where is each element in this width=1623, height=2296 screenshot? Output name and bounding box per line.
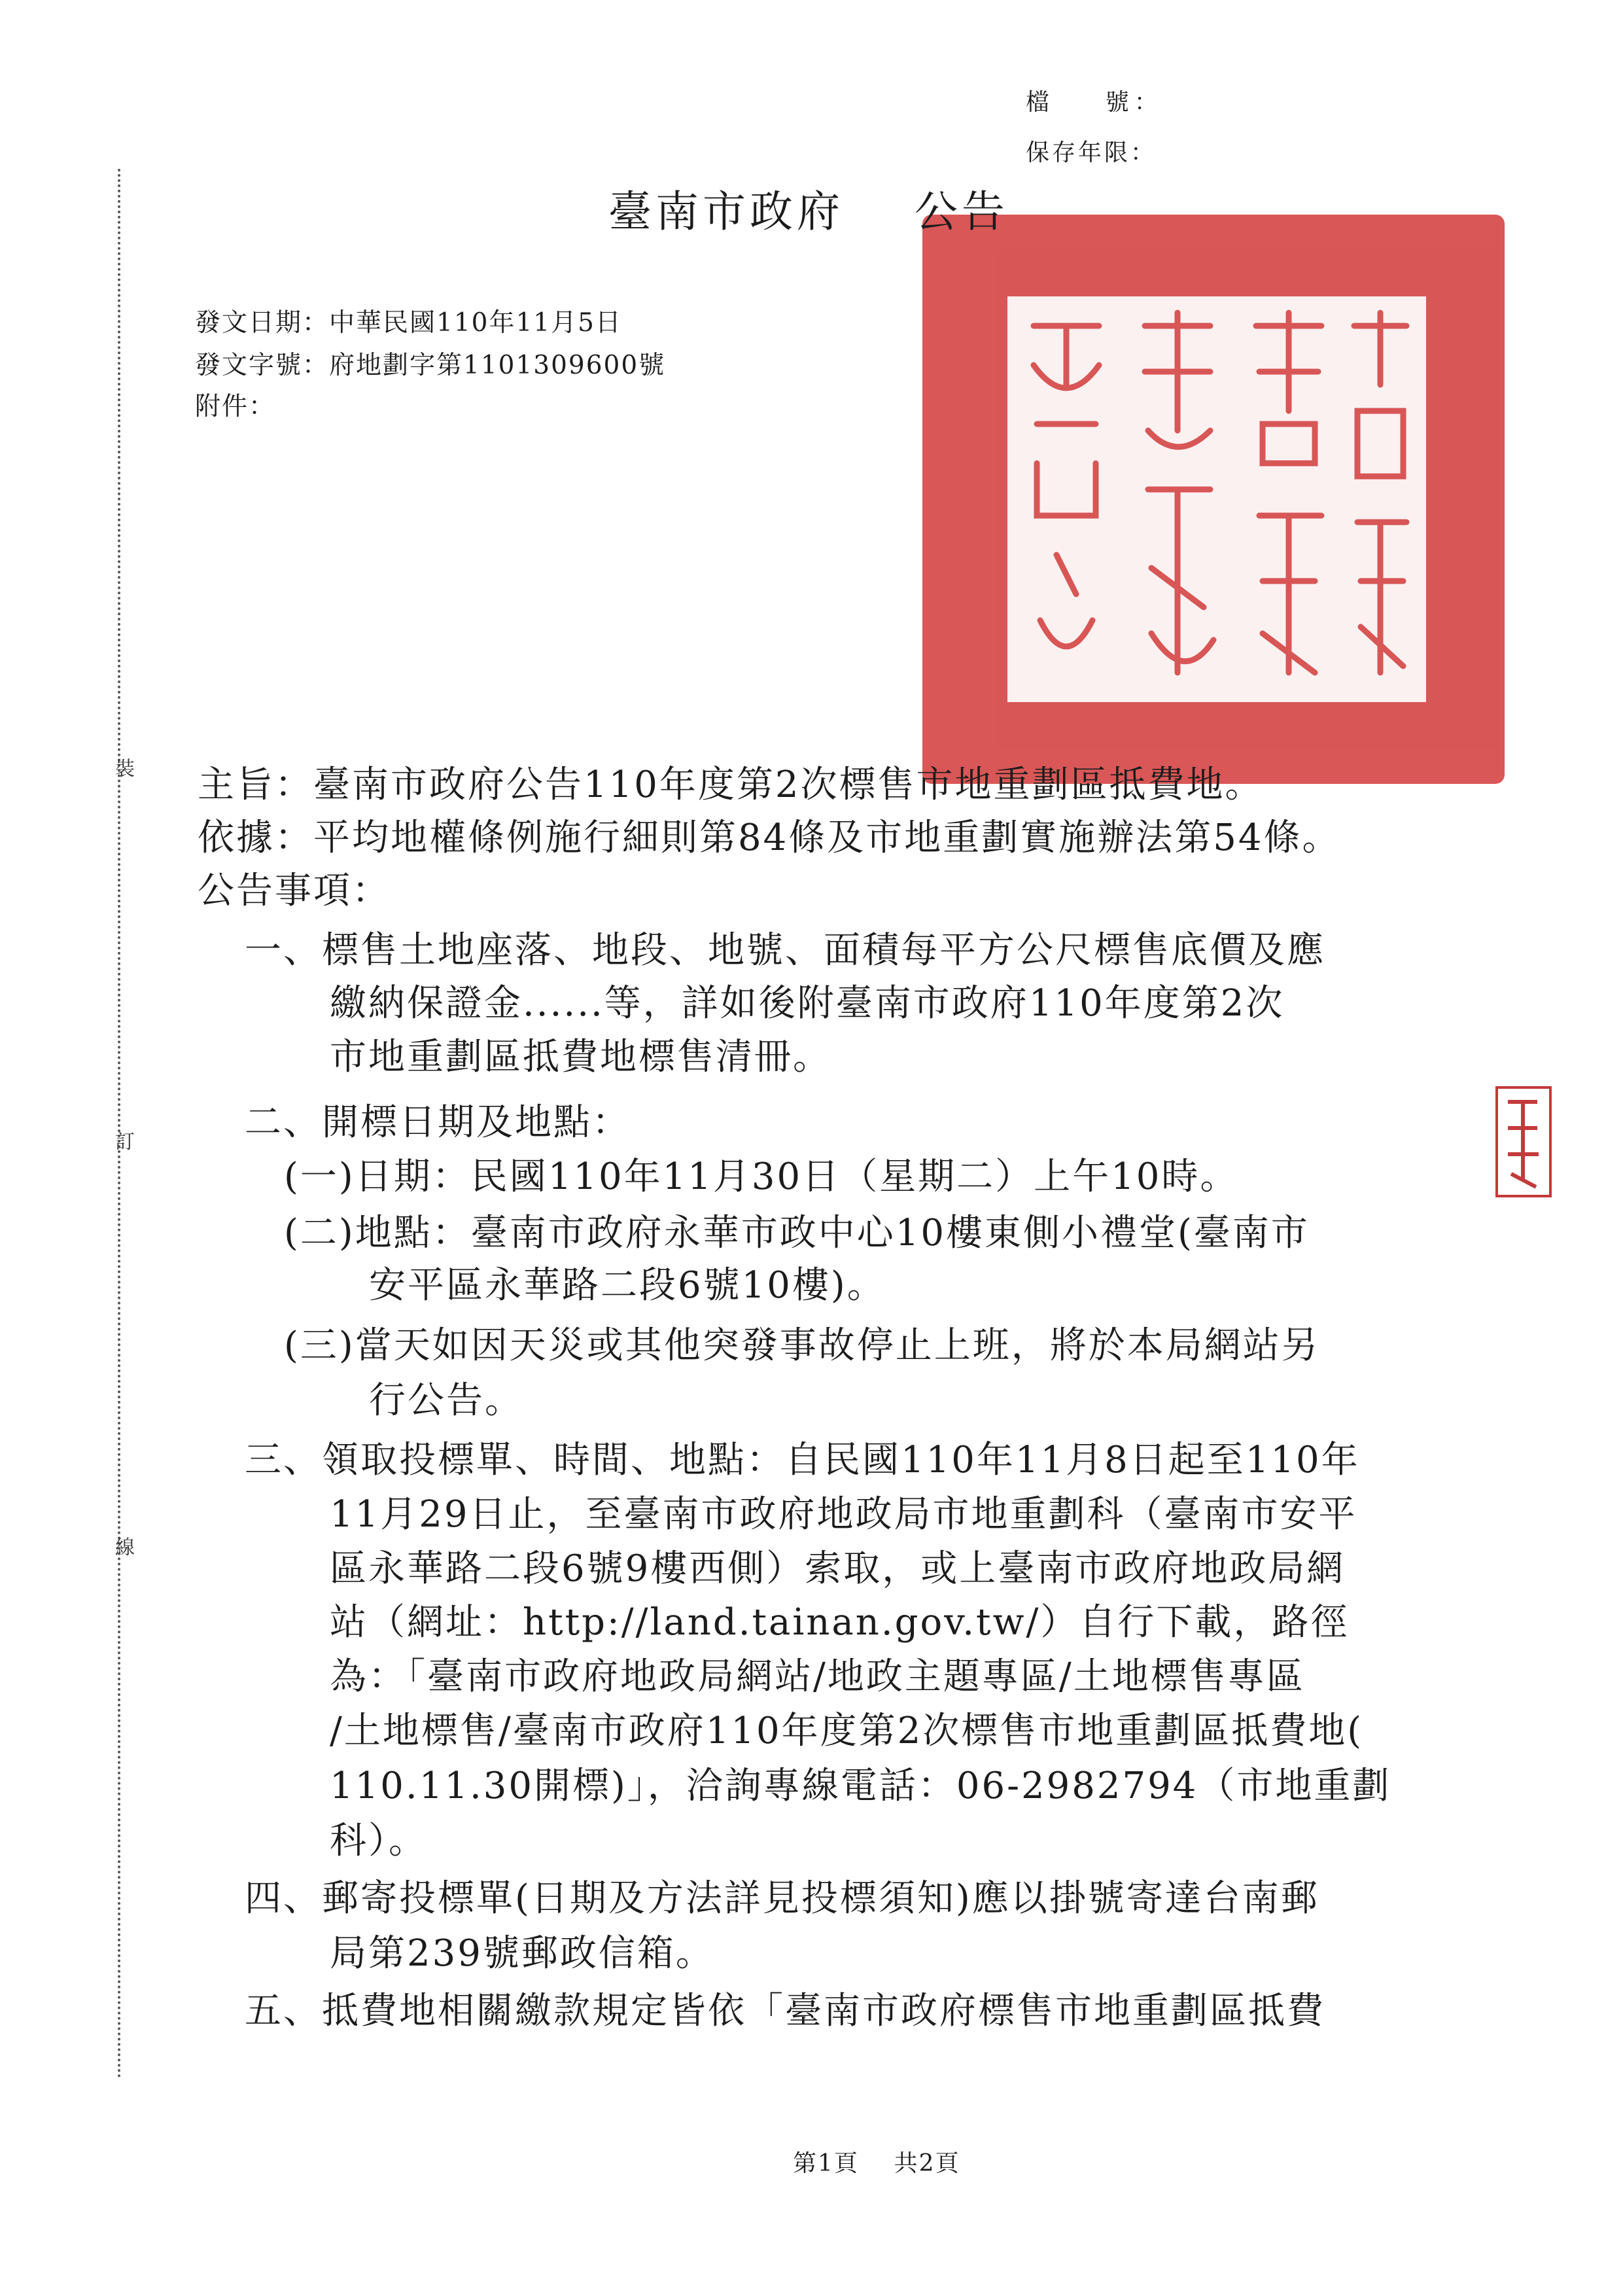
item-line: (三)當天如因天災或其他突發事故停止上班，將於本局網站另 (284, 1324, 1320, 1367)
attachment-label: 附件： (195, 392, 276, 421)
item-line: (一)日期：民國110年11月30日（星期二）上午10時。 (284, 1156, 1239, 1198)
item-line: 四、郵寄投標單(日期及方法詳見投標須知)應以掛號寄達台南郵 (245, 1877, 1319, 1920)
small-seal-stamp (1495, 1086, 1552, 1197)
item-line: 區永華路二段6號9樓西側）索取，或上臺南市政府地政局網 (330, 1547, 1346, 1590)
binding-dotted-line (118, 169, 120, 2079)
issue-date: 發文日期：中華民國110年11月5日 (195, 308, 622, 338)
seal-glyphs (922, 215, 1505, 784)
file-number-label: 檔 號： (1026, 89, 1163, 116)
item-line: 行公告。 (369, 1379, 523, 1422)
item-line: 為：「臺南市政府地政局網站/地政主題專區/土地標售專區 (330, 1655, 1305, 1698)
item-line: 110.11.30開標)」，洽詢專線電話：06-2982794（市地重劃 (330, 1765, 1391, 1807)
item-line: 五、抵費地相關繳款規定皆依「臺南市政府標售市地重劃區抵費 (245, 1990, 1325, 2032)
item-line: (二)地點：臺南市政府永華市政中心10樓東側小禮堂(臺南市 (284, 1212, 1310, 1254)
subject-line: 主旨：臺南市政府公告110年度第2次標售市地重劃區抵費地。 (198, 764, 1264, 806)
item-line: 安平區永華路二段6號10樓)。 (369, 1264, 886, 1307)
item-line: /土地標售/臺南市政府110年度第2次標售市地重劃區抵費地( (330, 1710, 1364, 1752)
binding-mark-xian: 線 (115, 1536, 135, 1559)
official-seal (922, 215, 1505, 784)
item-line: 11月29日止，至臺南市政府地政局市地重劃科（臺南市安平 (330, 1493, 1357, 1536)
item-line: 市地重劃區抵費地標售清冊。 (330, 1036, 831, 1078)
binding-mark-zhuang: 裝 (115, 758, 135, 781)
page-title: 臺南市政府 公告 (608, 186, 1009, 237)
item-line: 一、標售土地座落、地段、地號、面積每平方公尺標售底價及應 (245, 929, 1325, 972)
item-line: 科）。 (330, 1820, 427, 1862)
item-line: 局第239號郵政信箱。 (330, 1932, 714, 1975)
basis-line: 依據：平均地權條例施行細則第84條及市地重劃實施辦法第54條。 (198, 817, 1341, 859)
document-number: 發文字號：府地劃字第1101309600號 (195, 351, 666, 380)
item-line: 站（網址：http://land.tainan.gov.tw/）自行下載，路徑 (330, 1601, 1350, 1644)
item-line: 繳納保證金......等，詳如後附臺南市政府110年度第2次 (330, 982, 1285, 1025)
items-heading: 公告事項： (198, 870, 391, 912)
item-line: 三、領取投標單、時間、地點：自民國110年11月8日起至110年 (245, 1439, 1360, 1481)
page-number: 第1頁 共2頁 (793, 2150, 960, 2177)
retention-period-label: 保存年限： (1026, 139, 1157, 166)
item-line: 二、開標日期及地點： (245, 1101, 631, 1144)
binding-mark-ding: 訂 (115, 1131, 135, 1154)
